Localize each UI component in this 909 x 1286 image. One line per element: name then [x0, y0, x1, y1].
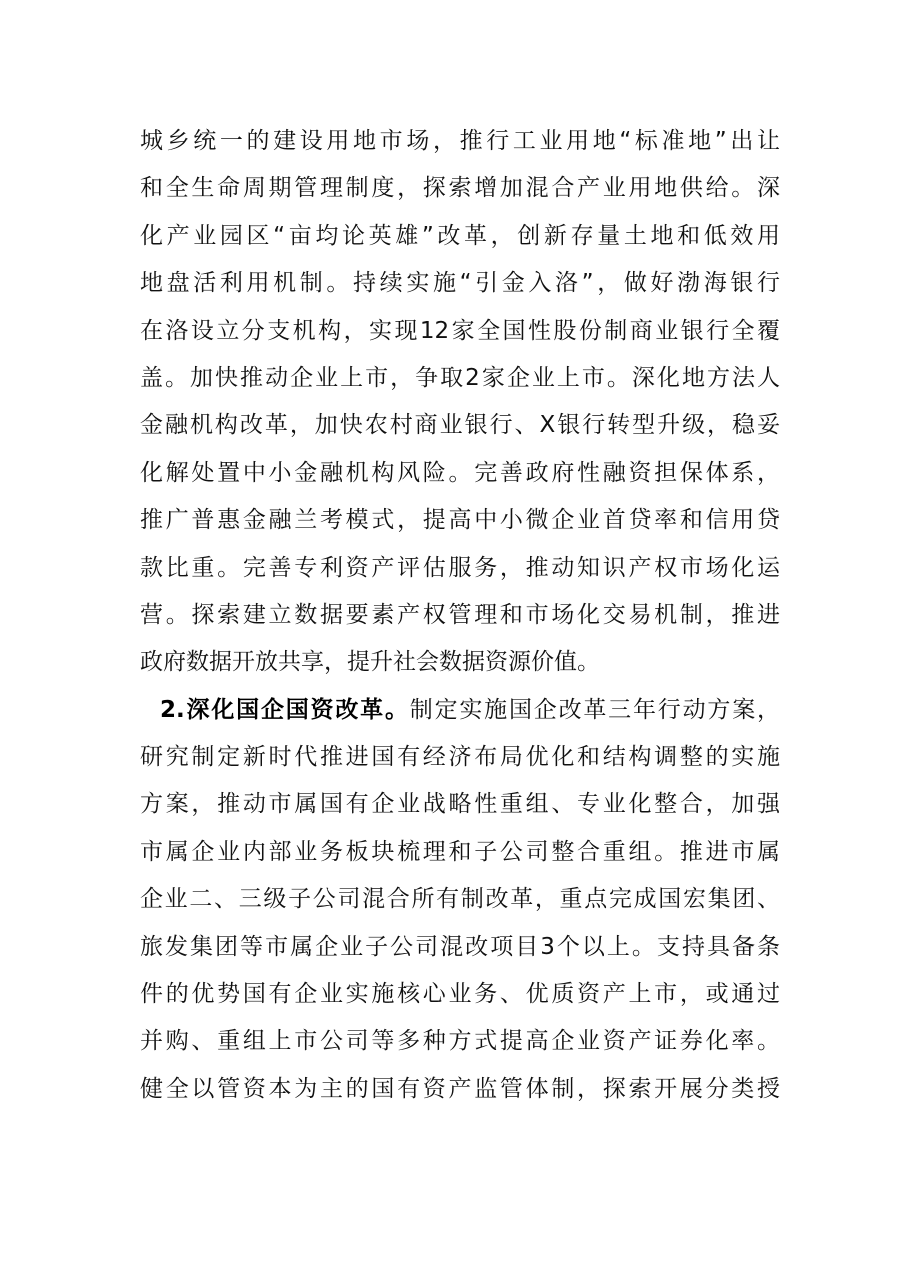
text-line: 研究制定新时代推进国有经济布局优化和结构调整的实施: [140, 744, 780, 771]
text-line: 健全以管资本为主的国有资产监管体制，探索开展分类授: [140, 1075, 780, 1102]
section-first-line: [140, 687, 780, 734]
text-line: 地盘活利用机制。持续实施“引金入洛”，做好渤海银行: [140, 270, 780, 297]
text-line: 件的优势国有企业实施核心业务、优质资产上市，或通过: [140, 981, 780, 1008]
body-text: [140, 118, 780, 1113]
text-line: 城乡统一的建设用地市场，推行工业用地“标准地”出让: [140, 128, 780, 154]
section-heading: 2.深化国企国资改革。: [160, 696, 410, 723]
text-line: 款比重。完善专利资产评估服务，推动知识产权市场化运: [140, 554, 780, 581]
text-line: 和全生命周期管理制度，探索增加混合产业用地供给。深: [140, 175, 780, 202]
text-line: 方案，推动市属国有企业战略性重组、专业化整合，加强: [140, 791, 780, 818]
paragraph-financial-reform: [140, 118, 780, 687]
text-line: 化产业园区“亩均论英雄”改革，创新存量土地和低效用: [140, 222, 780, 249]
text-line: 营。探索建立数据要素产权管理和市场化交易机制，推进: [140, 601, 780, 628]
text-line: 化解处置中小金融机构风险。完善政府性融资担保体系，: [140, 459, 780, 486]
text-line: 并购、重组上市公司等多种方式提高企业资产证券化率。: [140, 1028, 780, 1055]
text-line: 政府数据开放共享，提升社会数据资源价值。: [140, 649, 600, 676]
paragraph-soe-reform: [140, 687, 780, 1114]
text-line: 推广普惠金融兰考模式，提高中小微企业首贷率和信用贷: [140, 507, 780, 534]
text-line: 市属企业内部业务板块梳理和子公司整合重组。推进市属: [140, 838, 780, 865]
text-line: 企业二、三级子公司混合所有制改革，重点完成国宏集团、: [140, 886, 780, 913]
section-first-line-text: 制定实施国企改革三年行动方案，: [409, 696, 780, 723]
text-line: 盖。加快推动企业上市，争取2家企业上市。深化地方法人: [140, 364, 780, 391]
text-line: 在洛设立分支机构，实现12家全国性股份制商业银行全覆: [140, 317, 780, 344]
text-line: 金融机构改革，加快农村商业银行、X银行转型升级，稳妥: [140, 412, 780, 439]
text-line: 旅发集团等市属企业子公司混改项目3个以上。支持具备条: [140, 933, 780, 960]
